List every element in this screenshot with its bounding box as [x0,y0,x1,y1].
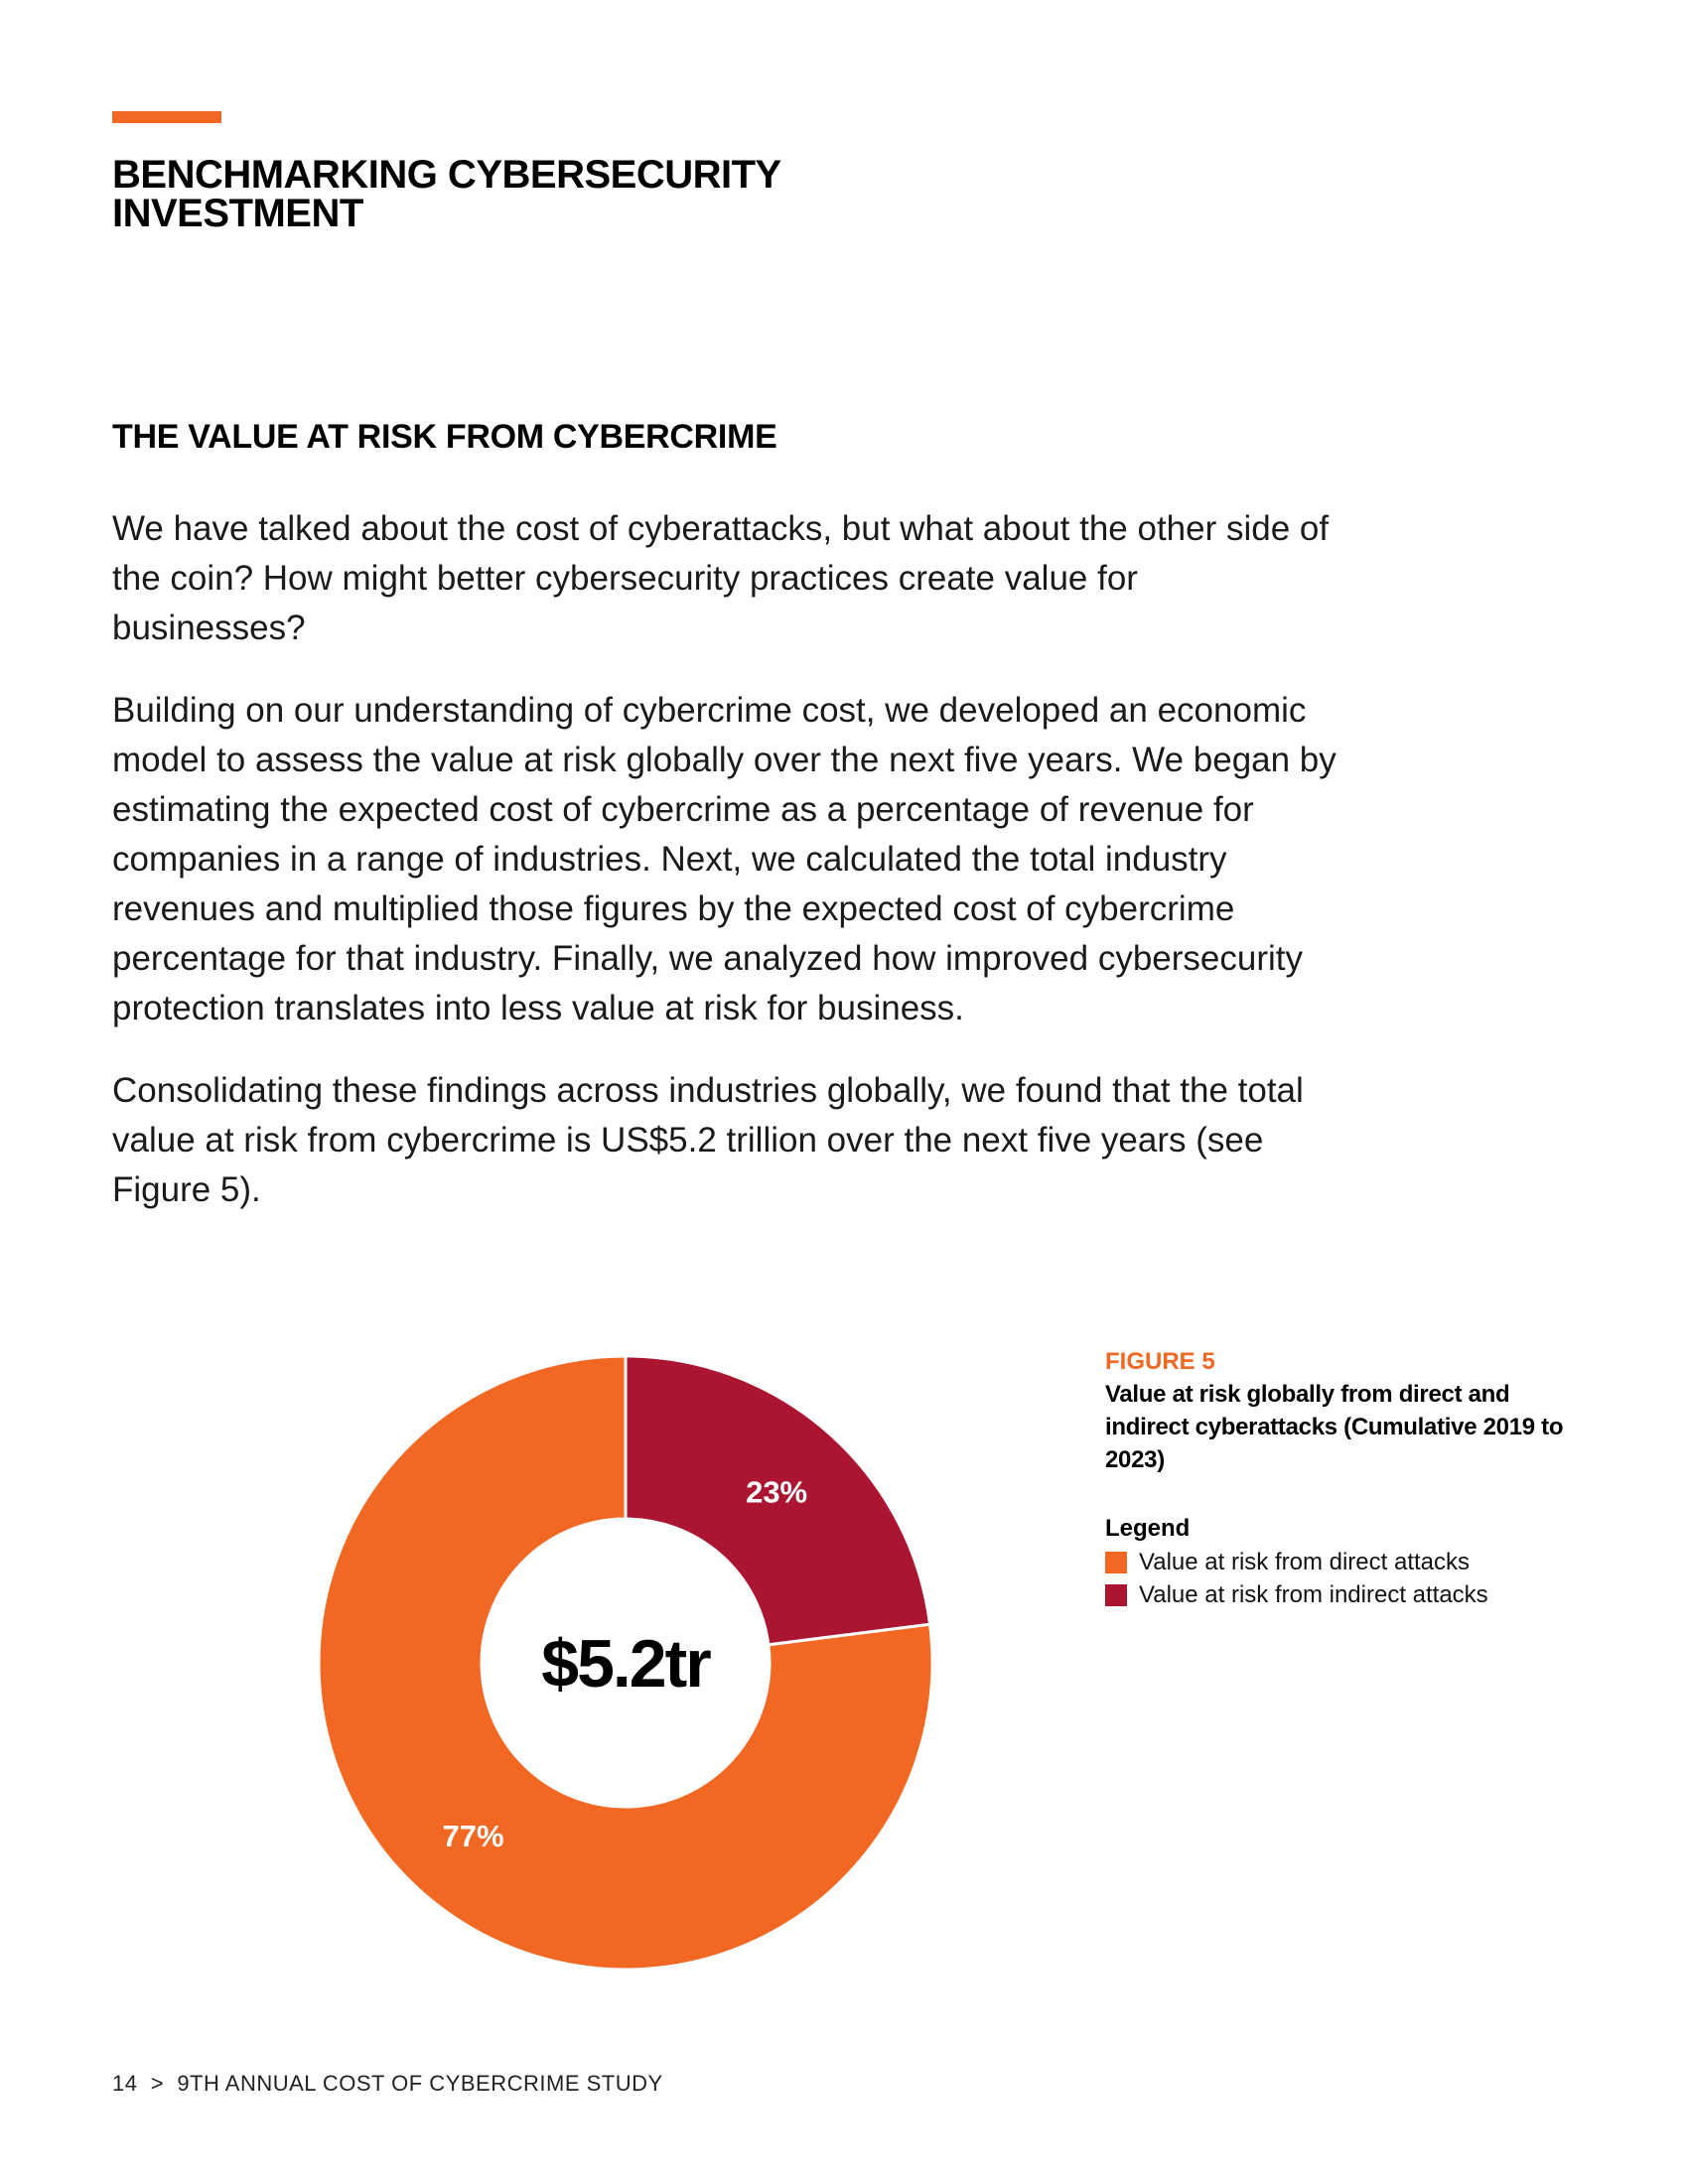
figure-label: FIGURE 5 [1105,1348,1215,1375]
legend-item-direct [1105,1546,1582,1578]
publication-title: 9TH ANNUAL COST OF CYBERCRIME STUDY [177,2071,663,2096]
legend-swatch-indirect [1105,1584,1127,1606]
legend-label-indirect: Value at risk from indirect attacks [1139,1581,1488,1608]
paragraph: Building on our understanding of cybercrime cost, we developed an economic model to assess the value at risk globally over the next five years. We began by estimating the expected cost of cybercrime as a percentage of revenue for companies in a range of industries. Next, we calculated the total industry revenues and multiplied those figures by the expected cost of cybercrime percentage for that industry. Finally, we analyzed how improved cybersecurity protection translates into less value at risk for business. [112,691,1336,1027]
legend-label-direct: Value at risk from direct attacks [1139,1549,1470,1575]
donut-chart [298,1335,953,1990]
figure-caption-block [1105,1346,1582,1611]
footer-separator: > [150,2071,165,2096]
slice-label-indirect: 23% [746,1474,808,1510]
slice-label-direct: 77% [442,1819,504,1854]
donut-center-label: $5.2tr [541,1626,710,1702]
paragraph: Consolidating these findings across industries globally, we found that the total value at risk from cybercrime is US$5.2 trillion over the next five years (see Figure 5). [112,1071,1304,1209]
footer [112,2069,663,2099]
body-text [112,504,1338,1248]
accent-bar [112,111,221,123]
donut-chart-svg [298,1335,953,1990]
paragraph: We have talked about the cost of cyberattacks, but what about the other side of the coin? How might better cybersecurity practices create value for businesses? [112,509,1330,647]
section-title: BENCHMARKING CYBERSECURITY INVESTMENT [112,153,781,235]
legend-swatch-direct [1105,1552,1127,1573]
legend-title: Legend [1105,1515,1191,1542]
figure-caption: Value at risk globally from direct and indirect cyberattacks (Cumulative 2019 to 2023) [1105,1381,1564,1473]
subtitle: THE VALUE AT RISK FROM CYBERCRIME [112,418,777,456]
legend-item-indirect [1105,1578,1582,1611]
page-number: 14 [112,2071,138,2096]
